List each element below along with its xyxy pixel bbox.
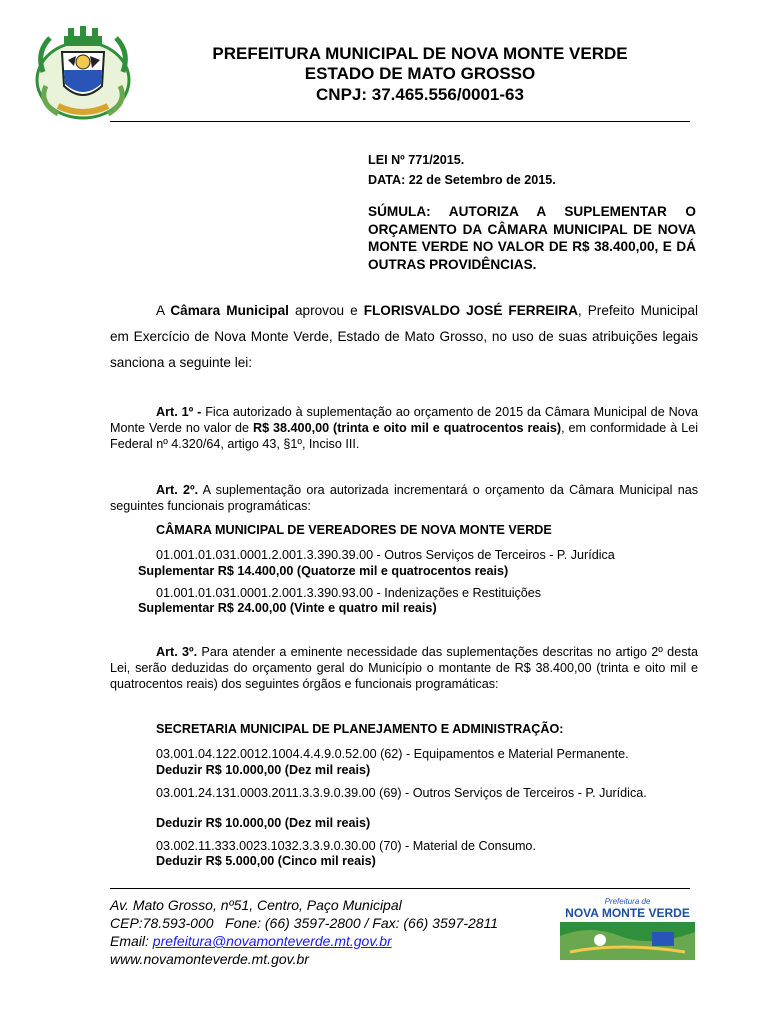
- preamble-paragraph: A Câmara Municipal aprovou e FLORISVALDO JOSÉ FERREIRA, Prefeito Municipal em Exercício de Nova Monte Verde, Estado de Mato Grosso, no uso de suas atribuições legais sanciona a seguinte lei:: [110, 303, 699, 370]
- article-3-item-amount: Deduzir R$ 5.000,00 (Cinco mil reais): [156, 854, 376, 868]
- law-date: DATA: 22 de Setembro de 2015.: [368, 173, 556, 187]
- article-3-item-amount: Deduzir R$ 10.000,00 (Dez mil reais): [156, 763, 371, 777]
- header-cnpj: CNPJ: 37.465.556/0001-63: [316, 85, 524, 104]
- footer-divider: [110, 888, 690, 889]
- footer-logo-name: NOVA MONTE VERDE: [565, 906, 690, 920]
- article-2-item-code: 01.001.01.031.0001.2.001.3.390.93.00 - Indenizações e Restituições: [156, 586, 542, 600]
- article-3: Art. 3º. Para atender a eminente necessidade das suplementações descritas no artigo 2º desta Lei, serão deduzidas do orçamento geral do Município o montante de R$ 38.400,00 (trinta e oito mil e quatrocentos reais) dos seguintes órgãos e funcionais programáticas:: [110, 645, 698, 691]
- footer-email-line: Email: prefeitura@novamonteverde.mt.gov.br: [110, 933, 392, 949]
- article-2-item-amount: Suplementar R$ 24.00,00 (Vinte e quatro mil reais): [138, 601, 437, 615]
- article-2-item-code: 01.001.01.031.0001.2.001.3.390.39.00 - Outros Serviços de Terceiros - P. Jurídica: [156, 548, 615, 562]
- article-2: Art. 2º. A suplementação ora autorizada incrementará o orçamento da Câmara Municipal nas seguintes funcionais programáticas:: [110, 483, 699, 513]
- footer-cep-phone: CEP:78.593-000 Fone: (66) 3597-2800 / Fax: (66) 3597-2811: [110, 915, 499, 931]
- footer-logo: [560, 896, 695, 960]
- article-2-item-amount: Suplementar R$ 14.400,00 (Quatorze mil e quatrocentos reais): [138, 564, 509, 578]
- article-3-item-code: 03.001.04.122.0012.1004.4.4.9.0.52.00 (62) - Equipamentos e Material Permanente.: [156, 747, 629, 761]
- footer-website[interactable]: www.novamonteverde.mt.gov.br: [110, 951, 309, 967]
- coat-of-arms-logo: [28, 22, 138, 122]
- law-summary: SÚMULA: AUTORIZA A SUPLEMENTAR O ORÇAMENTO DA CÂMARA MUNICIPAL DE NOVA MONTE VERDE NO VALOR DE R$ 38.400,00, E DÁ OUTRAS PROVIDÊNCIAS.: [368, 204, 696, 272]
- footer-address: Av. Mato Grosso, nº51, Centro, Paço Municipal: [110, 897, 402, 913]
- article-2-section-title: CÂMARA MUNICIPAL DE VEREADORES DE NOVA MONTE VERDE: [156, 523, 552, 537]
- article-3-item-code: 03.002.11.333.0023.1032.3.3.9.0.30.00 (70) - Material de Consumo.: [156, 839, 536, 853]
- header-state: ESTADO DE MATO GROSSO: [304, 64, 536, 83]
- article-3-item-code: 03.001.24.131.0003.2011.3.3.9.0.39.00 (69) - Outros Serviços de Terceiros - P. Jurídica.: [156, 786, 647, 800]
- article-3-section-title: SECRETARIA MUNICIPAL DE PLANEJAMENTO E ADMINISTRAÇÃO:: [156, 722, 564, 736]
- header-divider: [110, 121, 690, 122]
- article-3-item-amount: Deduzir R$ 10.000,00 (Dez mil reais): [156, 816, 371, 830]
- law-number: LEI Nº 771/2015.: [368, 153, 465, 167]
- header-title: PREFEITURA MUNICIPAL DE NOVA MONTE VERDE: [212, 44, 628, 63]
- footer-logo-top: Prefeitura de: [604, 897, 651, 906]
- article-1: Art. 1º - Fica autorizado à suplementação ao orçamento de 2015 da Câmara Municipal de Nova Monte Verde no valor de R$ 38.400,00 (trinta e oito mil e quatrocentos reais), em conformidade à Lei Federal nº 4.320/64, artigo 43, §1º, Inciso III.: [110, 405, 698, 451]
- footer-email-link[interactable]: prefeitura@novamonteverde.mt.gov.br: [152, 933, 392, 949]
